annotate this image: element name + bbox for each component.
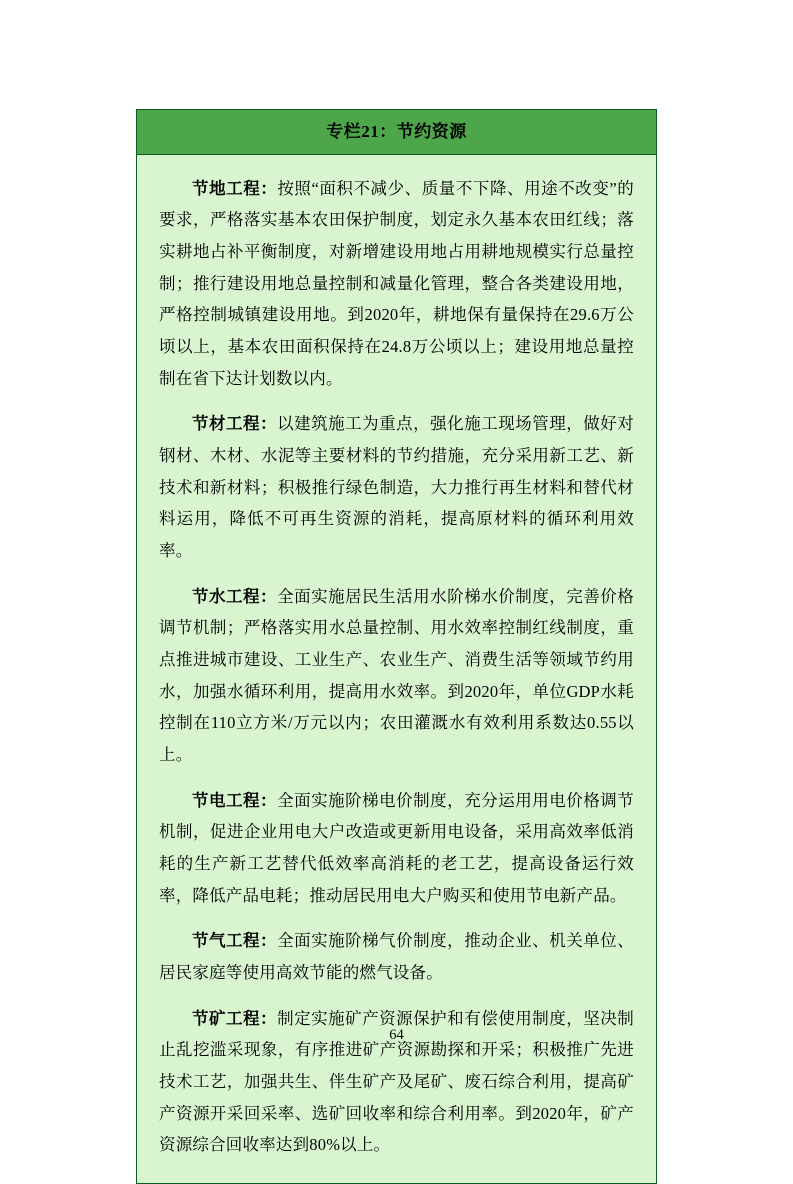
paragraph-lead: 节水工程： xyxy=(192,586,278,606)
paragraph-text: 全面实施阶梯气价制度，推动企业、机关单位、居民家庭等使用高效节能的燃气设备。 xyxy=(159,931,634,982)
paragraph-lead: 节地工程： xyxy=(192,178,278,198)
paragraph-text: 制定实施矿产资源保护和有偿使用制度，坚决制止乱挖滥采现象，有序推进矿产资源勘探和开采；积极推广先进技术工艺，加强共生、伴生矿产及尾矿、废石综合利用，提高矿产资源开采回采率、选矿回收率和综合利用率。到2020年，矿产资源综合回收率达到80%以上。 xyxy=(159,1008,634,1155)
paragraph-water-saving xyxy=(159,581,634,771)
paragraph-lead: 节气工程： xyxy=(192,931,278,951)
paragraph-lead: 节材工程： xyxy=(192,414,278,434)
paragraph-lead: 节矿工程： xyxy=(192,1008,278,1028)
paragraph-text: 以建筑施工为重点，强化施工现场管理，做好对钢材、木材、水泥等主要材料的节约措施，充分采用新工艺、新技术和新材料；积极推行绿色制造，大力推行再生材料和替代材料运用，降低不可再生资源的消耗，提高原材料的循环利用效率。 xyxy=(159,414,634,560)
page-number: 64 xyxy=(389,1027,404,1043)
paragraph-gas-saving xyxy=(159,925,634,988)
paragraph-land-saving xyxy=(159,173,634,395)
feature-box-title: 专栏21：节约资源 xyxy=(137,110,656,155)
paragraph-lead: 节电工程： xyxy=(192,790,278,810)
paragraph-text: 全面实施阶梯电价制度，充分运用用电价格调节机制，促进企业用电大户改造或更新用电设备，采用高效率低消耗的生产新工艺替代低效率高消耗的老工艺，提高设备运行效率，降低产品电耗；推动居民用电大户购买和使用节电新产品。 xyxy=(159,790,634,905)
paragraph-material-saving xyxy=(159,408,634,566)
paragraph-text: 全面实施居民生活用水阶梯水价制度，完善价格调节机制；严格落实用水总量控制、用水效率控制红线制度，重点推进城市建设、工业生产、农业生产、消费生活等领域节约用水，加强水循环利用，提高用水效率。到2020年，单位GDP水耗控制在110立方米/万元以内；农田灌溉水有效利用系数达0.55以上。 xyxy=(159,586,634,764)
feature-box-21 xyxy=(136,109,657,1184)
paragraph-electricity-saving xyxy=(159,785,634,912)
paragraph-text: 按照“面积不减少、质量不下降、用途不改变”的要求，严格落实基本农田保护制度，划定永久基本农田红线；落实耕地占补平衡制度，对新增建设用地占用耕地规模实行总量控制；推行建设用地总量控制和减量化管理，整合各类建设用地，严格控制城镇建设用地。到2020年，耕地保有量保持在29.6万公顷以上，基本农田面积保持在24.8万公顷以上；建设用地总量控制在省下达计划数以内。 xyxy=(159,178,634,388)
